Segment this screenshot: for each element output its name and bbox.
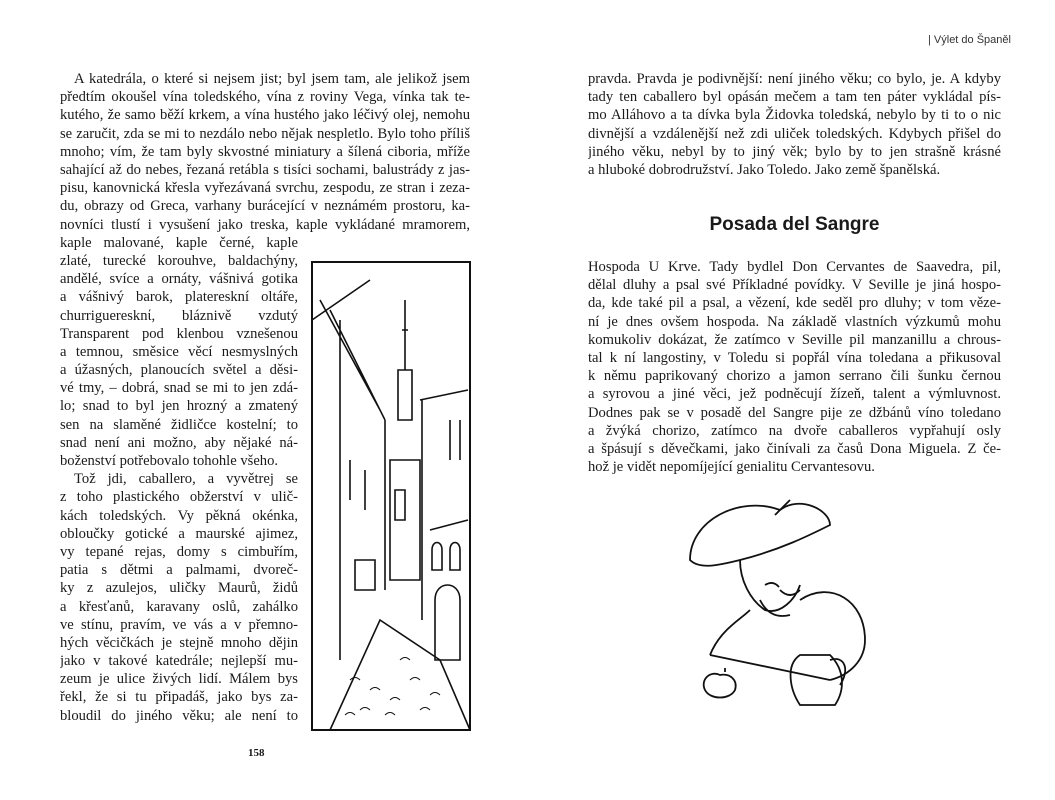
text-line: komukoliv dokázat, že zatímco v Seville pil manzanillu a chrous-: [588, 331, 1001, 348]
text-line: hož je vidět nepomíjející genialitu Cervantesovu.: [588, 459, 875, 476]
text-line: a temnou, směsice věcí nesmyslných: [60, 343, 298, 360]
text-line: andělé, svíce a ornáty, vášnivá gotika: [60, 271, 298, 288]
text-line: a žvýká chorizo, zatímco na dvoře caballeros vypřahují osly: [588, 422, 1001, 439]
page-number: 158: [248, 747, 265, 759]
text-line: a hluboké dobrodružství. Jako Toledo. Jako země španělská.: [588, 161, 941, 178]
text-line: churrigueresknί, bláznivě vzdutý: [60, 307, 298, 324]
left-page-text-narrow: [60, 234, 298, 725]
text-line: kutého, že samo běží krkem, a vína hustého jako léčivý olej, nemohu: [60, 107, 470, 124]
street-illustration: [310, 260, 472, 732]
text-line: a úžasných, planoucích světel a děsi-: [60, 362, 298, 379]
right-page-paragraph-1: [588, 70, 1001, 179]
text-line: kách toledských. Vy pěkná okénka,: [60, 507, 298, 524]
text-line: patia s dětmi a palmami, dvoreč-: [60, 562, 298, 579]
text-line: jiného věku, nebyl by to jiný věk; bylo by to jen strašně krásné: [588, 143, 1001, 160]
text-line: kaple malované, kaple černé, kaple: [60, 234, 298, 251]
text-line: se zaručit, zda se mi to nezdálo nebo nějak nespletlo. Bylo toho příliš: [60, 125, 470, 142]
text-line: vé tmy, – dobrá, snad se mi to jen zdá-: [60, 380, 298, 397]
text-line: a špásují s děvečkami, jako činívali za časů Dona Miguela. Z če-: [588, 440, 1001, 457]
text-line: lo; snad to byl jen hrozný a zmatený: [60, 398, 298, 415]
text-line: pravda. Pravda je podivnější: není jiného věku; co bylo, je. A kdyby: [588, 71, 1001, 87]
text-line: ní je dnes ovšem hospoda. Na základě vlastních výzkumů mohu: [588, 313, 1001, 330]
text-line: tal k ní langostiny, v Toledu si popřál vína toledana a přikusoval: [588, 349, 1001, 366]
right-page-paragraph-2: [588, 258, 1001, 476]
text-line: předtím okoušel vína toledského, vína z roviny Vega, vínka tak te-: [60, 89, 470, 106]
text-line: novníci tlustí i vysušení jako treska, kaple vykládané mramorem,: [60, 216, 470, 233]
left-page-text-full-width: [60, 70, 470, 234]
text-line: mnoho; vím, že tam byly skvostné miniatury a šílená ciboria, mříže: [60, 143, 470, 160]
text-line: dělal dluhy a psal své Příkladné povídky. V Seville je jiná hospo-: [588, 277, 1001, 294]
text-line: sahající až do nebes, řezaná retábla s tisíci sochami, balustrády z jas-: [60, 161, 470, 178]
text-line: boženství potřebovalo tohohle všeho.: [60, 453, 279, 470]
text-line: hých věcičkách je stejně mnoho dějin: [60, 634, 298, 651]
text-line: řekl, že si tu připadáš, jako bys za-: [60, 689, 298, 706]
text-line: zeum je ulice živých lidí. Málem bys: [60, 671, 298, 688]
text-line: tady ten caballero byl opásán mečem a tam ten páter vykládal pís-: [588, 89, 1001, 106]
text-line: ky z azulejos, uličky Maurů, židů: [60, 580, 298, 597]
text-line: bloudil do jiného věku; ale není to: [60, 707, 298, 724]
section-heading: Posada del Sangre: [709, 214, 880, 235]
text-line: sen na slaměné židličce kostelní; to: [60, 416, 298, 433]
text-line: divnější a vzdálenější než zdi uliček toledských. Kdybych přišel do: [588, 125, 1001, 142]
text-line: Hospoda U Krve. Tady bydlel Don Cervantes de Saavedra, pil,: [588, 259, 1001, 275]
text-line: k němu paprikovaný chorizo a jamon serrano čili šunku černou: [588, 368, 1001, 385]
text-line: da, kde také pil a psal, a vězení, kde seděl pro dluhy; v tom věze-: [588, 295, 1001, 312]
text-line: a křesťanů, karavany oslů, zahálko: [60, 598, 298, 615]
cervantes-illustration: [680, 490, 880, 710]
text-line: du, obrazy od Greca, varhany burácející v neznámém prostoru, ka-: [60, 198, 470, 215]
text-line: Dodnes pak se v posadě del Sangre pije ze džbánů víno toledano: [588, 404, 1001, 421]
text-line: zlaté, turecké korouhve, baldachýny,: [60, 252, 298, 269]
text-line: jako v takové katedrále; nejlepší mu-: [60, 653, 298, 670]
text-line: pisu, kanovnická křesla vyřezávaná svrchu, zespodu, ze stran i zeza-: [60, 180, 470, 197]
text-line: Transparent pod klenbou vznešenou: [60, 325, 298, 342]
text-line: ve stínu, pravím, ve vás a v přemno-: [60, 616, 298, 633]
text-line: A katedrála, o které si nejsem jist; byl jsem tam, ale jelikož jsem: [74, 71, 470, 87]
text-line: snad není ani možno, aby nějaké ná-: [60, 434, 298, 451]
running-header: | Výlet do Španěl: [928, 34, 1011, 46]
text-line: Tož jdi, caballero, a vyvětrej se: [74, 471, 298, 488]
text-line: a syrovou a jiné věci, jež podněcují žízeň, talent a výmluvnost.: [588, 386, 1001, 403]
text-line: mo Alláhovo a ta dívka byla Židovka toledská, nebylo by ti to o nic: [588, 107, 1001, 124]
text-line: vy tepané rejas, domy s cimbuřím,: [60, 543, 298, 560]
text-line: a vášnivý barok, platereskní oltáře,: [60, 289, 298, 306]
text-line: z toho plastického obžerství v ulič-: [60, 489, 298, 506]
text-line: obloučky gotické a maurské ajimez,: [60, 525, 298, 542]
